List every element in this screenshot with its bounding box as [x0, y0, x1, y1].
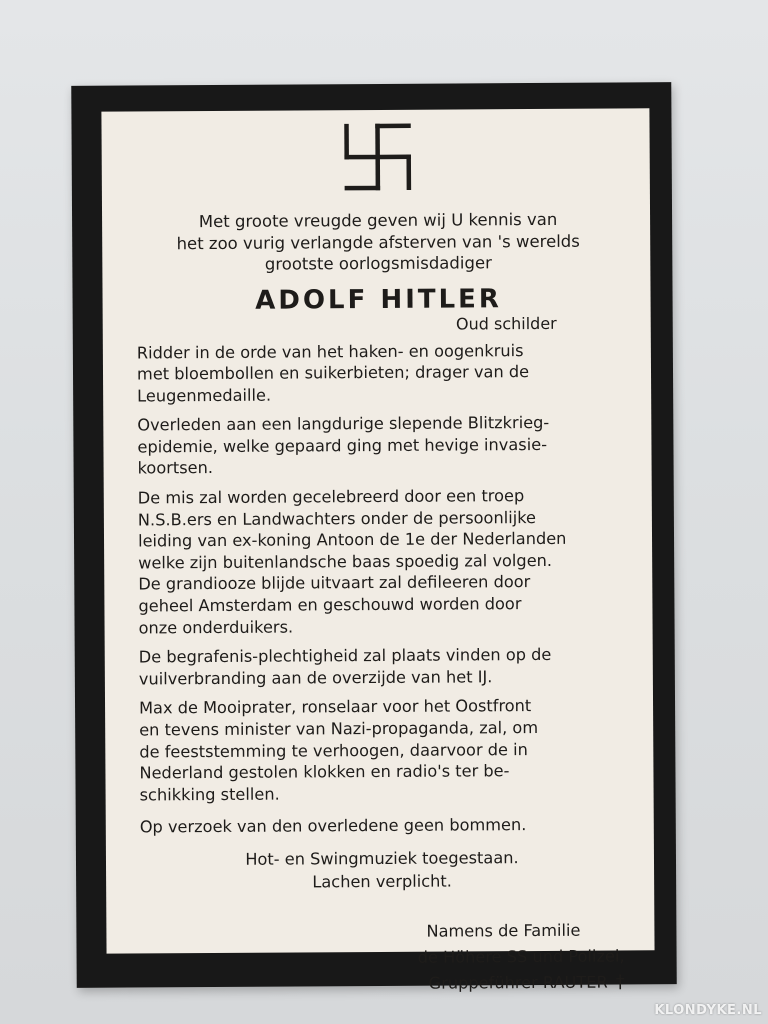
text-line: welke zijn buitenlandsche baas spoedig zal volgen.	[138, 550, 553, 573]
deceased-subtitle: Oud schilder	[455, 313, 557, 333]
signature-block	[140, 918, 624, 999]
intro-text	[136, 208, 620, 275]
text-line: Nederland gestolen klokken en radio's ter be-	[139, 761, 510, 783]
text-line: De mis zal worden gecelebreerd door een troep	[137, 486, 525, 508]
deceased-name: ADOLF HITLER	[255, 283, 503, 316]
swastika-icon	[342, 122, 412, 192]
paragraph-honours	[137, 339, 621, 407]
paragraph-procession	[138, 571, 622, 639]
text-line: koortsen.	[137, 458, 214, 478]
text-line: De grandiooze blijde uitvaart zal defileeren door	[138, 572, 531, 594]
closing-request: Op verzoek van den overledene geen bommen.	[139, 815, 527, 837]
text-line: N.S.B.ers en Landwachters onder de persoonlijke	[137, 507, 536, 530]
intro-line: grootste oorlogsmisdadiger	[264, 253, 492, 274]
obituary-card	[71, 82, 676, 994]
text-line: onze onderduikers.	[138, 617, 294, 638]
closing-laugh: Lachen verplicht.	[312, 871, 452, 892]
text-line: Leugenmedaille.	[137, 385, 272, 406]
cross-icon: †	[615, 971, 625, 993]
intro-line: het zoo vurig verlangde afsterven van 's werelds	[176, 231, 580, 253]
watermark: KLONDYKE.NL	[654, 1003, 762, 1018]
text-line: Ridder in de orde van het haken- en oogenkruis	[136, 340, 524, 362]
card-paper	[101, 108, 654, 994]
text-line: geheel Amsterdam en geschouwd worden door	[138, 594, 522, 616]
signature-name-line	[141, 970, 625, 999]
text-line: epidemie, welke gepaard ging met hevige invasie-	[137, 434, 548, 457]
text-line: Overleden aan een langdurige slepende Blitzkrieg-	[137, 413, 550, 435]
text-line: met bloembollen en suikerbieten; drager van de	[136, 362, 530, 384]
paragraph-mass	[138, 485, 623, 574]
text-line: leiding van ex-koning Antoon de 1e der Nederlanden	[137, 529, 567, 551]
text-line: De begrafenis-plechtigheid zal plaats vinden op de	[138, 645, 552, 667]
signature-line: Namens de Familie	[426, 921, 581, 942]
paragraph-propaganda	[139, 695, 624, 806]
text-line: vuilverbranding aan de overzijde van het IJ.	[138, 667, 493, 689]
text-line: Max de Mooiprater, ronselaar voor het Oostfront	[138, 696, 532, 718]
paragraph-burial	[139, 644, 623, 690]
text-line: en tevens minister van Nazi-propaganda, zal, om	[139, 718, 539, 740]
text-line: de feeststemming te verhoogen, daarvoor de in	[139, 739, 528, 762]
signature-name: Gruppeführer RAUTER	[428, 972, 608, 994]
signature-line: de Höhere SS und Polizei,	[417, 946, 625, 968]
intro-line: Met groote vreugde geven wij U kennis van	[198, 209, 558, 232]
closing-music: Hot- en Swingmuziek toegestaan.	[245, 848, 519, 870]
text-line: schikking stellen.	[139, 784, 280, 805]
paragraph-death-cause	[137, 412, 621, 480]
